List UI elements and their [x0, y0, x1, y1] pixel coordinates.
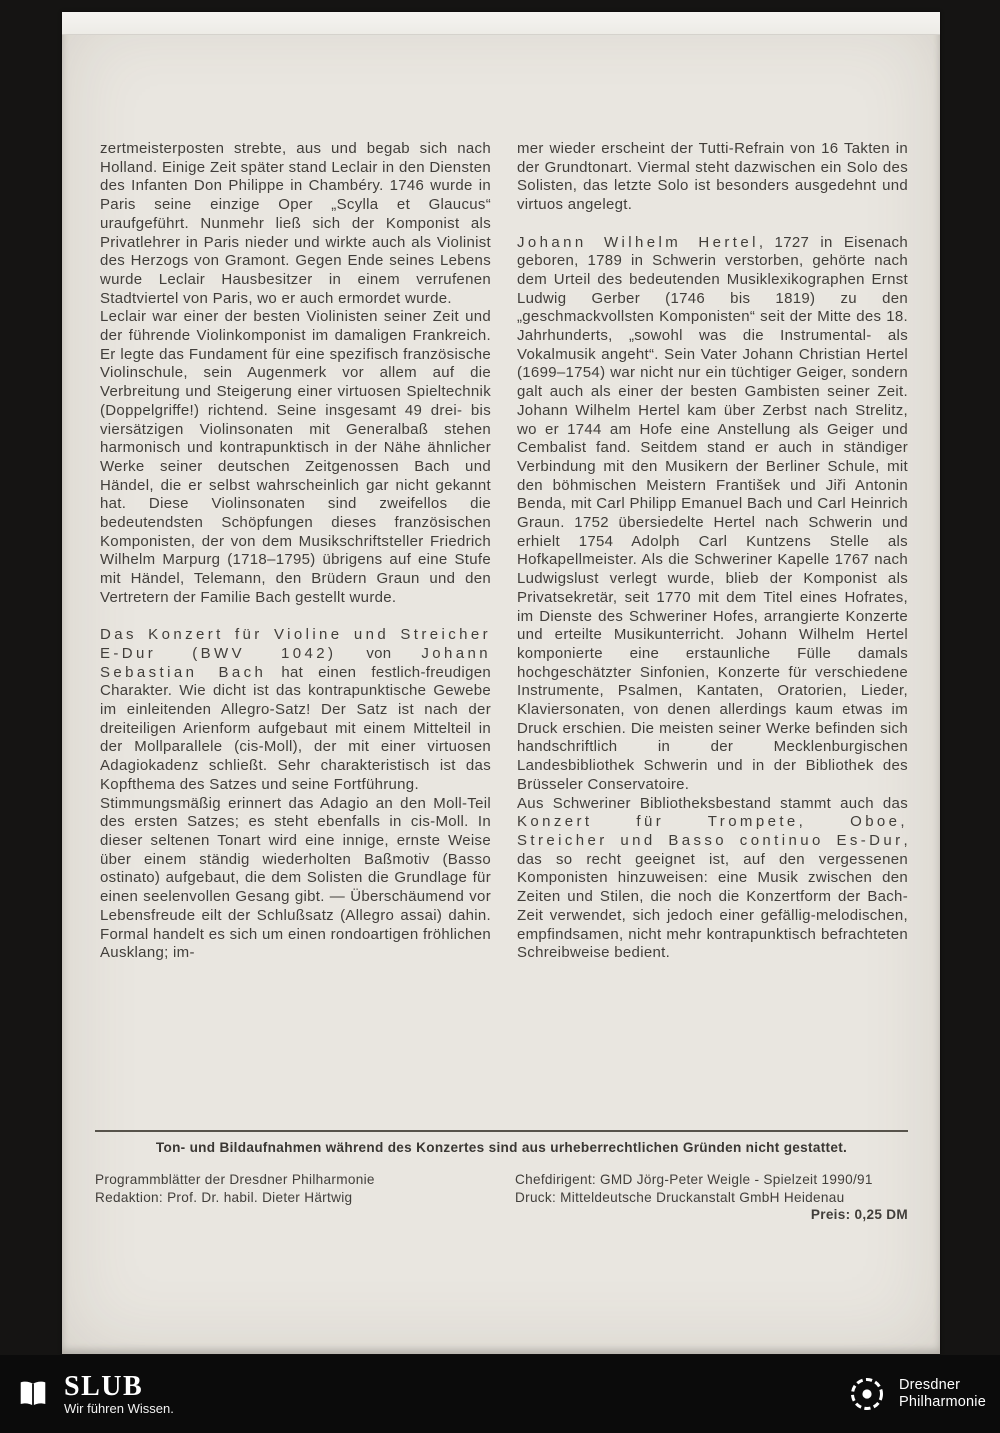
paragraph [517, 140, 908, 215]
paragraph [100, 795, 491, 963]
text-column-right [517, 140, 908, 1125]
slub-tagline: Wir führen Wissen. [64, 1400, 174, 1416]
text-run: Leclair war einer der besten Violinisten seiner Zeit und der führende Violinkomponist im damaligen Frankreich. Er legte das Fundament für eine spezifisch französische Violinschule, sein Augenmerk vor allem auf die Verbreitung und Steigerung einer virtuosen Spieltechnik (Doppelgriffe!) richtend. Seine insgesamt 49 drei- bis viersätzigen Violinsonaten mit Generalbaß stehen harmonisch und kontrapunktisch in der Nähe ähnlicher Werke seiner deutschen Zeitgenossen Bach und Händel, die er selbst wahrscheinlich gar nicht gekannt hat. Diese Violinsonaten sind zweifellos die bedeutendsten Schöpfungen dieses französischen Komponisten, der von dem Musikschriftsteller Friedrich Wilhelm Marpurg (1718–1795) übrigens auf eine Stufe mit Händel, Telemann, den Brüdern Graun und den Vertretern der Familie Bach gestellt wurde. [100, 308, 491, 606]
imprint-left [95, 1171, 515, 1224]
text-run: mer wieder erscheint der Tutti-Refrain von 16 Takten in der Grundtonart. Viermal steht dazwischen ein Solo des Solisten, das letzte Solo ist besonders ausgedehnt und virtuos angelegt. [517, 140, 908, 214]
page-text [100, 140, 908, 1125]
text-run: von [336, 644, 422, 662]
partner-name-line2: Philharmonie [898, 1394, 986, 1410]
paragraph [517, 795, 908, 963]
imprint-right [515, 1171, 908, 1224]
text-column-left [100, 140, 491, 1125]
text-run: , 1727 in Eisenach geboren, 1789 in Schwerin verstorben, gehörte nach dem Urteil des bedeutenden Musiklexikographen Ernst Ludwig Gerber (1746 bis 1819) zu den „geschmackvollsten Komponisten“ seit der Mitte des 18. Jahrhunderts, „sowohl was die Instrumental- als Vokalmusik angeht“. Sein Vater Johann Christian Hertel (1699–1754) war nicht nur ein tüchtiger Geiger, sondern galt auch als einer der besten Gambisten seiner Zeit. Johann Wilhelm Hertel kam über Zerbst nach Strelitz, wo er 1744 am Hofe eine Anstellung als Geiger und Cembalist fand. Seitdem stand er auch in ständiger Verbindung mit den Musikern der Berliner Schule, mit den böhmischen Meistern František und Jiři Antonin Benda, mit Carl Philipp Emanuel Bach und Carl Heinrich Graun. 1752 übersiedelte Hertel nach Schwerin und erhielt 1754 Adolph Carl Kuntzens Stelle als Hofkapellmeister. Als die Schweriner Kapelle 1767 nach Ludwigslust verlegt wurde, blieb der Komponist als Privatsekretär, seit 1770 mit dem Titel eines Hofrates, im Dienste des Schweriner Hofes, arrangierte Konzerte und erteilte Musikunterricht. Johann Wilhelm Hertel komponierte eine erstaunliche Fülle damals hochgeschätzter Sinfonien, Konzerte für verschiedene Instrumente, Psalmen, Kantaten, Oratorien, Lieder, Klaviersonaten, von denen allerdings kaum etwas im Druck erschien. Die meisten seiner Werke befinden sich handschriftlich in der Mecklenburgischen Landesbibliothek Schwerin und in der Bibliothek des Brüsseler Conservatoire. [517, 233, 908, 793]
letterspaced-text: Johann Sebastian Bach [100, 644, 491, 681]
divider [95, 1130, 908, 1132]
slub-logo[interactable] [14, 1372, 174, 1417]
scanned-page [62, 12, 940, 1354]
paragraph [100, 308, 491, 607]
paragraph [100, 626, 491, 794]
letterspaced-text: Johann Wilhelm Hertel [517, 233, 759, 251]
text-run: , das so recht geeignet ist, auf den vergessenen Komponisten hinzuweisen: eine Musik zwischen den Zeiten und Stilen, die noch die Konzertform der Bach-Zeit verwendet, sich jedoch einer gefällig-melodischen, empfindsamen, nicht mehr kontrapunktisch befrachteten Schreibweise bedient. [517, 832, 908, 962]
text-run: hat einen festlich-freudigen Charakter. Wie dicht ist das kontrapunktische Gewebe im einleitenden Allegro-Satz! Der Satz ist nach der dreiteiligen Arienform aufgebaut mit einem Mittelteil in der Mollparallele (cis-Moll), der mit einer virtuosen Adagiokadenz schließt. Sehr charakteristisch ist das Kopfthema des Satzes und seine Fortführung. [100, 663, 491, 793]
philharmonie-emblem-icon [847, 1374, 887, 1414]
book-icon [14, 1375, 52, 1413]
text-run: Aus Schweriner Bibliotheksbestand stammt auch das [517, 794, 908, 812]
philharmonie-logo[interactable] [847, 1374, 986, 1414]
text-run: zertmeisterposten strebte, aus und begab sich nach Holland. Einige Zeit später stand Leclair in den Diensten des Infanten Don Philippe in Chambéry. 1746 wurde in Paris seine einzige Oper „Scylla et Glaucus“ uraufgeführt. Nunmehr ließ sich der Komponist als Privatlehrer in Paris nieder und wirkte auch als Violinist des Herzogs von Gramont. Gegen Ende seines Lebens wurde Leclair Hausbesitzer in einem verrufenen Stadtviertel von Paris, wo er auch ermordet wurde. [100, 140, 491, 307]
imprint-line: Druck: Mitteldeutsche Druckanstalt GmbH Heidenau [515, 1189, 845, 1205]
paragraph [100, 140, 491, 308]
letterspaced-text: Das Konzert für Violine und Streicher E-Dur (BWV 1042) [100, 626, 491, 662]
page-top-edge [62, 12, 940, 35]
recording-notice: Ton- und Bildaufnahmen während des Konzertes sind aus urheberrechtlichen Gründen nicht gestattet. [155, 1140, 848, 1155]
imprint [95, 1171, 908, 1224]
letterspaced-text: Konzert für Trompete, Oboe, Streicher und Basso continuo Es-Dur [517, 813, 908, 849]
text-run: Stimmungsmäßig erinnert das Adagio an den Moll-Teil des ersten Satzes; es steht ebenfalls in cis-Moll. In dieser seltenen Tonart wird eine innige, ernste Weise über einem ständig wiederholten Baßmotiv (Basso ostinato) aufgebaut, die dem Solisten die Grundlage für einen seelenvollen Gesang gibt. — Überschäumend vor Lebensfreude eilt der Schlußsatz (Allegro assai) dahin. Formal handelt es sich um einen rondoartigen fröhlichen Ausklang; im- [100, 794, 491, 962]
imprint-line: Chefdirigent: GMD Jörg-Peter Weigle - Spielzeit 1990/91 [515, 1172, 873, 1187]
slub-title: SLUB [64, 1370, 144, 1402]
imprint-line: Programmblätter der Dresdner Philharmonie [95, 1172, 375, 1187]
page-footer-section [95, 1130, 908, 1224]
partner-name-line1: Dresdner [898, 1377, 961, 1393]
imprint-line: Redaktion: Prof. Dr. habil. Dieter Härtwig [95, 1189, 353, 1205]
paragraph [517, 234, 908, 795]
imprint-line: Preis: 0,25 DM [810, 1207, 908, 1222]
viewer-footer-bar [0, 1355, 1000, 1433]
